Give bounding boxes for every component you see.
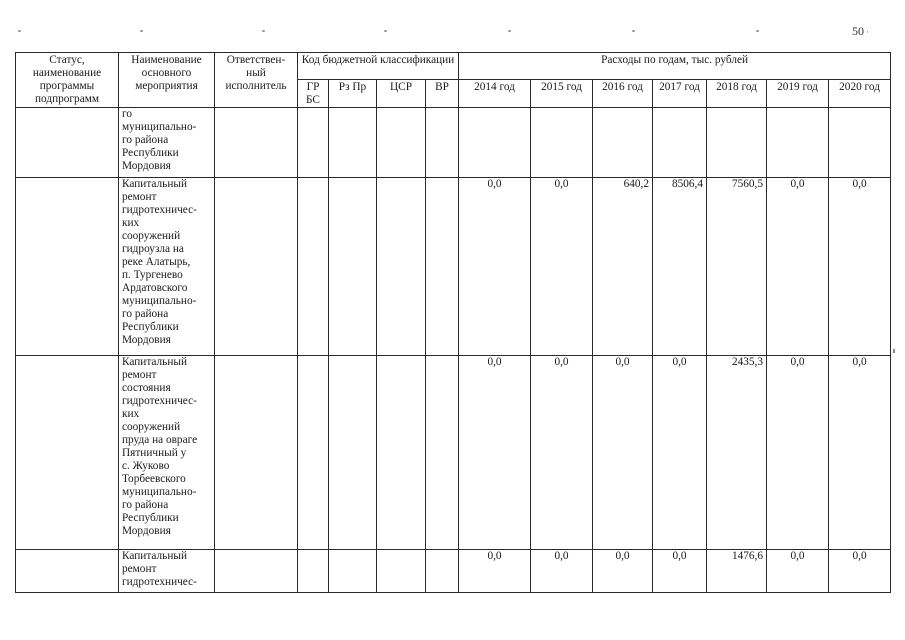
row-value: 0,0 [593, 356, 653, 550]
row-value: 0,0 [653, 356, 707, 550]
row-value: 0,0 [531, 178, 593, 356]
row-vr [426, 178, 459, 356]
header-executor: Ответствен-ный исполнитель [215, 53, 298, 108]
header-year: 2018 год [707, 80, 767, 108]
row-grbs [298, 108, 329, 178]
scan-mark [262, 30, 265, 32]
row-executor [215, 108, 298, 178]
row-rzpr [329, 178, 377, 356]
row-csr [377, 178, 426, 356]
row-status [16, 178, 119, 356]
table-row [16, 178, 891, 356]
row-value: 1476,6 [707, 550, 767, 593]
row-value: 0,0 [829, 178, 891, 356]
row-rzpr [329, 108, 377, 178]
row-rzpr [329, 550, 377, 593]
row-status [16, 356, 119, 550]
table-row [16, 356, 891, 550]
header-expenses: Расходы по годам, тыс. рублей [459, 53, 891, 80]
row-vr [426, 356, 459, 550]
scan-mark [384, 30, 387, 32]
row-csr [377, 108, 426, 178]
budget-table [15, 52, 891, 593]
header-year: 2017 год [653, 80, 707, 108]
row-grbs [298, 550, 329, 593]
header-grbs: ГР БС [298, 80, 329, 108]
row-value: 7560,5 [707, 178, 767, 356]
row-value: 0,0 [459, 356, 531, 550]
row-measure-name: Капитальный ремонт гидротехничес- [119, 550, 215, 593]
table-row [16, 108, 891, 178]
header-measure: Наименование основного мероприятия [119, 53, 215, 108]
scan-mark [632, 30, 635, 32]
header-budget-code: Код бюджетной классификации [298, 53, 459, 80]
scan-mark [756, 30, 759, 32]
row-value [459, 108, 531, 178]
header-year: 2019 год [767, 80, 829, 108]
row-value [653, 108, 707, 178]
scan-mark [893, 349, 895, 353]
scan-mark [140, 30, 143, 32]
row-value: 0,0 [767, 178, 829, 356]
row-csr [377, 356, 426, 550]
row-value: 0,0 [593, 550, 653, 593]
row-value: 0,0 [829, 356, 891, 550]
row-value: 2435,3 [707, 356, 767, 550]
row-executor [215, 178, 298, 356]
row-value [593, 108, 653, 178]
scan-mark [18, 30, 21, 32]
page-number: 50 · [852, 24, 869, 38]
row-value: 0,0 [653, 550, 707, 593]
row-vr [426, 108, 459, 178]
row-rzpr [329, 356, 377, 550]
row-measure-name: Капитальный ремонт гидротехничес- ких сооружений гидроузла на реке Алатырь, п. Тургенево Ардатовского муниципально- го района Республики Мордовия [119, 178, 215, 356]
header-csr: ЦСР [377, 80, 426, 108]
row-executor [215, 356, 298, 550]
row-value [707, 108, 767, 178]
row-value [767, 108, 829, 178]
row-value: 0,0 [459, 178, 531, 356]
header-year: 2014 год [459, 80, 531, 108]
row-vr [426, 550, 459, 593]
row-measure-name: Капитальный ремонт состояния гидротехничес- ких сооружений пруда на овраге Пятничный у с. Жуково Торбеевского муниципально- го района Республики Мордовия [119, 356, 215, 550]
row-status [16, 108, 119, 178]
header-rzpr: Рз Пр [329, 80, 377, 108]
row-value [829, 108, 891, 178]
row-value [531, 108, 593, 178]
row-value: 0,0 [767, 550, 829, 593]
row-value: 0,0 [531, 356, 593, 550]
header-year: 2020 год [829, 80, 891, 108]
header-vr: ВР [426, 80, 459, 108]
row-value: 0,0 [459, 550, 531, 593]
row-value: 0,0 [767, 356, 829, 550]
row-csr [377, 550, 426, 593]
row-value: 8506,4 [653, 178, 707, 356]
scan-mark [508, 30, 511, 32]
row-value: 0,0 [531, 550, 593, 593]
header-status: Статус, наименование программы подпрограмм [16, 53, 119, 108]
row-grbs [298, 356, 329, 550]
header-year: 2016 год [593, 80, 653, 108]
row-measure-name: го муниципально- го района Республики Мордовия [119, 108, 215, 178]
row-value: 0,0 [829, 550, 891, 593]
row-status [16, 550, 119, 593]
table-row [16, 550, 891, 593]
row-grbs [298, 178, 329, 356]
header-year: 2015 год [531, 80, 593, 108]
row-executor [215, 550, 298, 593]
row-value: 640,2 [593, 178, 653, 356]
